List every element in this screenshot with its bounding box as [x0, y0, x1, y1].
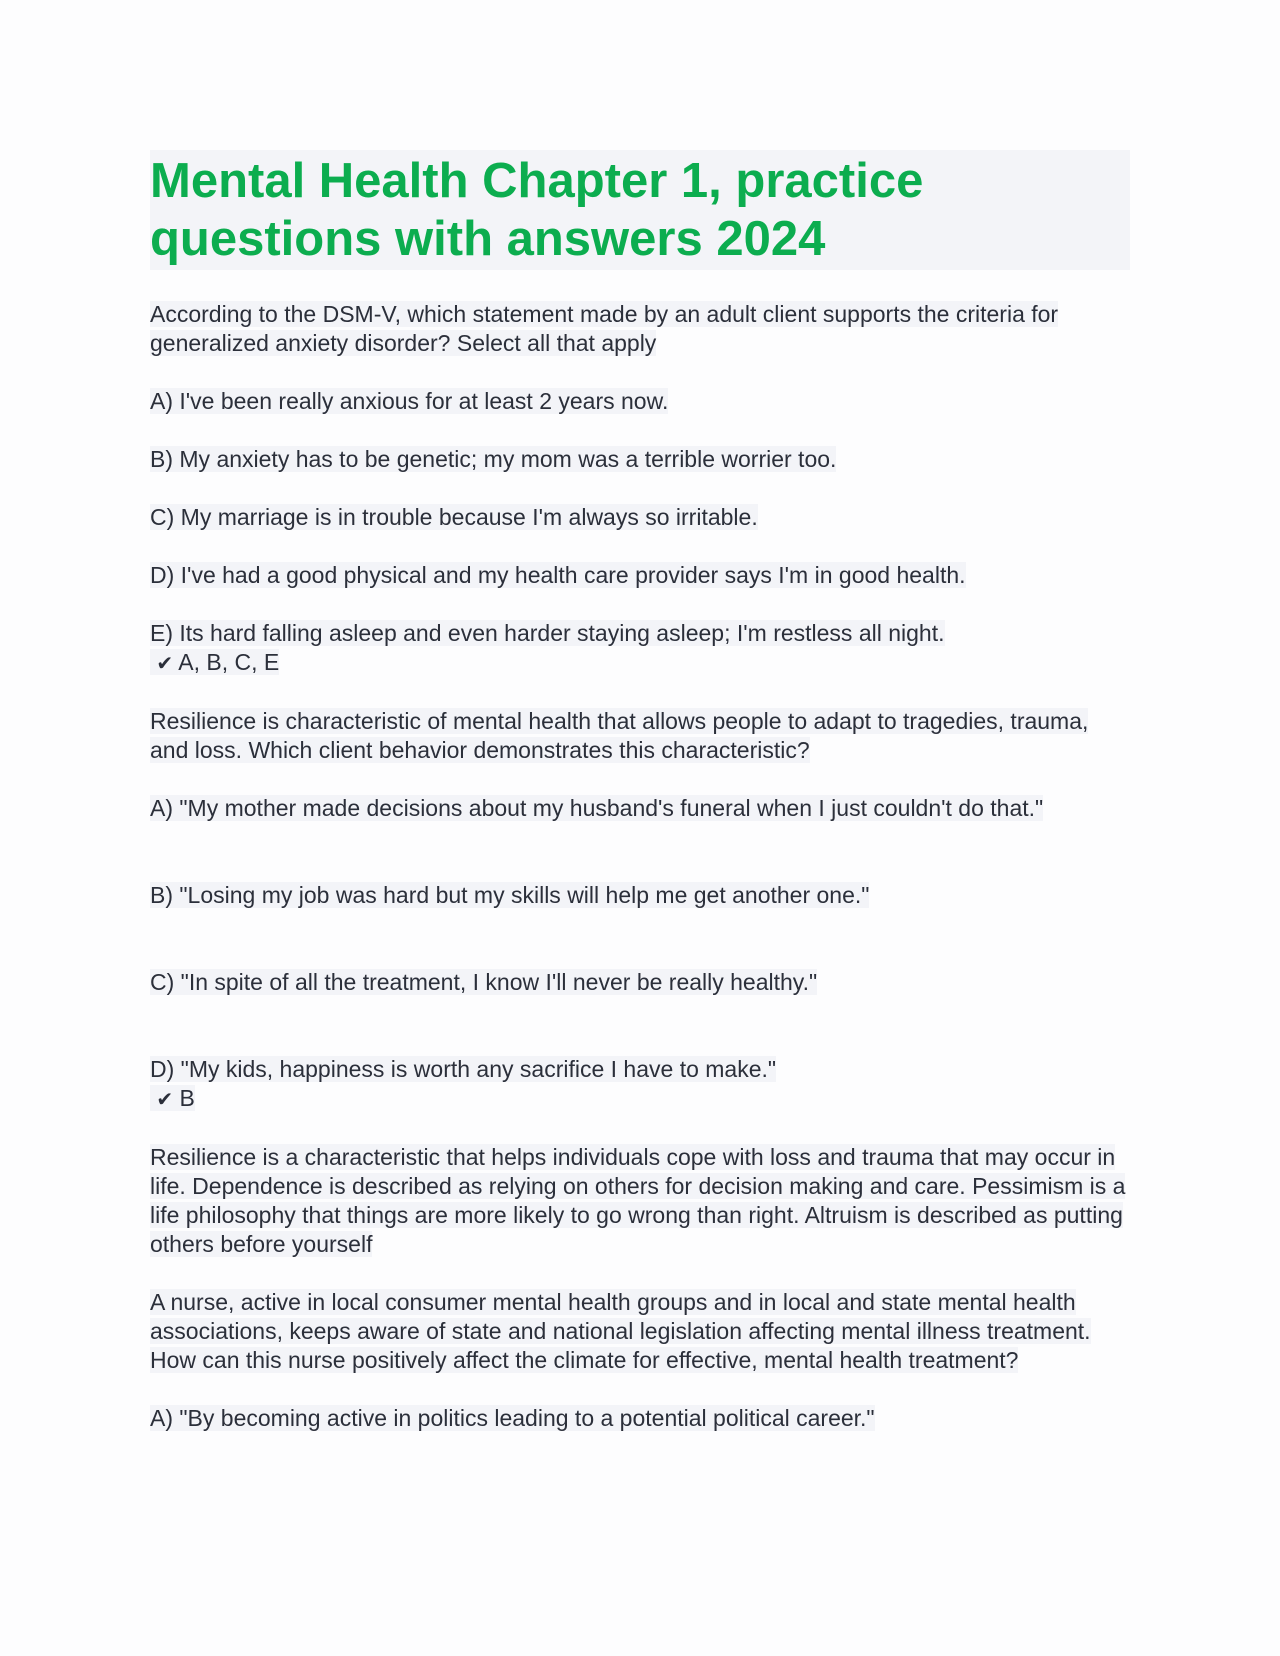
rationale-text: Resilience is a characteristic that helps individuals cope with loss and trauma that may occur in life. Dependence is described as relying on others for decision making and care. Pessimism is a life philosophy that things are more likely to go wrong than right. Altruism is described as putting others before yourself — [150, 1144, 1126, 1257]
check-mark-icon: ✔ — [156, 651, 174, 675]
question-1-option-a — [150, 387, 1130, 416]
question-3-stem — [150, 1288, 1130, 1375]
question-2-option-b — [150, 881, 1130, 910]
option-text: A) "My mother made decisions about my husband's funeral when I just couldn't do that." — [150, 795, 1044, 821]
question-2-rationale — [150, 1143, 1130, 1259]
question-2-option-a — [150, 794, 1130, 823]
question-2-option-c — [150, 968, 1130, 997]
answer-line — [150, 1085, 195, 1111]
question-1-option-c — [150, 503, 1130, 532]
question-text: According to the DSM-V, which statement made by an adult client supports the criteria for generalized anxiety disorder? Select all that apply — [150, 301, 1059, 356]
option-text: D) "My kids, happiness is worth any sacrifice I have to make." — [150, 1056, 777, 1082]
option-text: B) "Losing my job was hard but my skills will help me get another one." — [150, 882, 870, 908]
document-title: Mental Health Chapter 1, practice questions with answers 2024 — [150, 154, 924, 266]
question-3-option-a — [150, 1404, 1130, 1433]
option-text: C) My marriage is in trouble because I'm always so irritable. — [150, 504, 758, 530]
document-page — [150, 150, 1130, 1462]
option-text: B) My anxiety has to be genetic; my mom was a terrible worrier too. — [150, 446, 837, 472]
question-text: A nurse, active in local consumer mental health groups and in local and state mental health associations, keeps aware of state and national legislation affecting mental illness treatment. How can this nurse positively affect the climate for effective, mental health treatment? — [150, 1289, 1091, 1373]
option-text: A) I've been really anxious for at least 2 years now. — [150, 388, 669, 414]
option-text: A) "By becoming active in politics leading to a potential political career." — [150, 1405, 875, 1431]
check-mark-icon: ✔ — [156, 1087, 174, 1111]
question-2-option-d-and-answer — [150, 1055, 1130, 1114]
question-text: Resilience is characteristic of mental health that allows people to adapt to tragedies, trauma, and loss. Which client behavior demonstrates this characteristic? — [150, 708, 1089, 763]
question-1-option-e-and-answer — [150, 619, 1130, 678]
option-text: D) I've had a good physical and my health care provider says I'm in good health. — [150, 562, 966, 588]
question-1-option-d — [150, 561, 1130, 590]
question-1-option-b — [150, 445, 1130, 474]
answer-text: A, B, C, E — [178, 649, 280, 675]
title-block — [150, 150, 1130, 270]
option-text: E) Its hard falling asleep and even harder staying asleep; I'm restless all night. — [150, 620, 945, 646]
question-1-stem — [150, 300, 1130, 358]
answer-text: B — [179, 1085, 195, 1111]
question-2-stem — [150, 707, 1130, 765]
answer-line — [150, 649, 279, 675]
option-text: C) "In spite of all the treatment, I know I'll never be really healthy." — [150, 969, 818, 995]
